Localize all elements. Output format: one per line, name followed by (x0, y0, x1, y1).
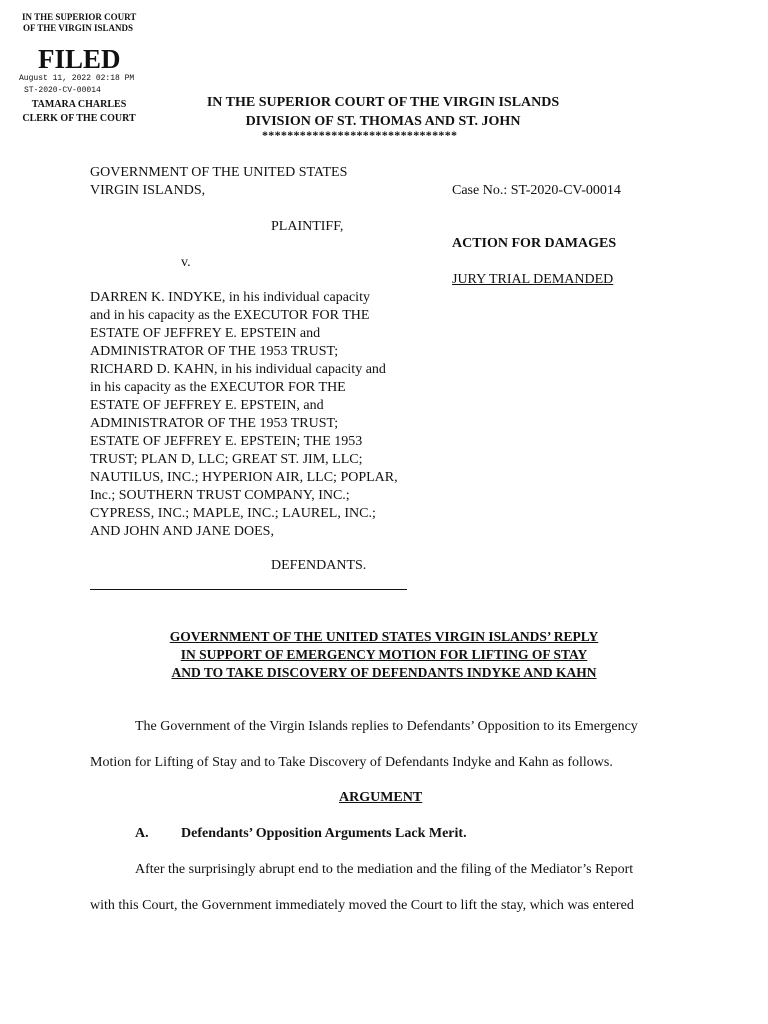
defendant-line: ESTATE OF JEFFREY E. EPSTEIN and (90, 326, 321, 341)
section-a-label: A. (135, 826, 149, 841)
intro-line2: Motion for Lifting of Stay and to Take Discovery of Defendants Indyke and Kahn as follows. (90, 755, 613, 770)
court-header-line1: IN THE SUPERIOR COURT OF THE VIRGIN ISLANDS (206, 95, 560, 110)
plaintiff-line2: VIRGIN ISLANDS, (90, 183, 206, 198)
defendants-list (90, 289, 398, 541)
action-for-damages: ACTION FOR DAMAGES (452, 236, 617, 251)
court-header-line2: DIVISION OF ST. THOMAS AND ST. JOHN (245, 114, 521, 129)
defendant-line: ADMINISTRATOR OF THE 1953 TRUST; (90, 416, 339, 431)
caption-divider (90, 589, 407, 590)
defendant-role: DEFENDANTS. (271, 558, 367, 573)
argument-heading: ARGUMENT (339, 790, 423, 805)
defendant-line: CYPRESS, INC.; MAPLE, INC.; LAUREL, INC.; (90, 506, 376, 521)
defendant-line: ESTATE OF JEFFREY E. EPSTEIN, and (90, 398, 324, 413)
defendant-line: RICHARD D. KAHN, in his individual capacity and (90, 362, 386, 377)
plaintiff-line1: GOVERNMENT OF THE UNITED STATES (90, 165, 348, 180)
defendant-line: DARREN K. INDYKE, in his individual capacity (90, 290, 370, 305)
stamp-clerk-title: CLERK OF THE COURT (22, 113, 136, 124)
defendant-line: and in his capacity as the EXECUTOR FOR THE (90, 308, 370, 323)
stamp-filed: FILED (38, 44, 121, 74)
paragraph-line2: with this Court, the Government immediately moved the Court to lift the stay, which was entered (90, 898, 634, 913)
header-divider-stars: ******************************* (262, 128, 458, 142)
defendant-line: Inc.; SOUTHERN TRUST COMPANY, INC.; (90, 488, 350, 503)
section-a-title: Defendants’ Opposition Arguments Lack Merit. (181, 826, 467, 841)
versus: v. (181, 255, 191, 270)
defendant-line: TRUST; PLAN D, LLC; GREAT ST. JIM, LLC; (90, 452, 363, 467)
document-title-line3: AND TO TAKE DISCOVERY OF DEFENDANTS INDYKE AND KAHN (171, 665, 597, 680)
document-title-line1: GOVERNMENT OF THE UNITED STATES VIRGIN ISLANDS’ REPLY (169, 629, 599, 644)
document-title-line2: IN SUPPORT OF EMERGENCY MOTION FOR LIFTING OF STAY (180, 647, 588, 662)
defendant-line: ADMINISTRATOR OF THE 1953 TRUST; (90, 344, 339, 359)
defendant-line: ESTATE OF JEFFREY E. EPSTEIN; THE 1953 (90, 434, 363, 449)
stamp-court-line1: IN THE SUPERIOR COURT (22, 12, 137, 22)
plaintiff-role: PLAINTIFF, (271, 219, 344, 234)
stamp-date: August 11, 2022 02:18 PM (19, 74, 135, 83)
stamp-case-number: ST-2020-CV-00014 (24, 86, 101, 95)
stamp-court-line2: OF THE VIRGIN ISLANDS (22, 23, 134, 33)
case-number: Case No.: ST-2020-CV-00014 (452, 183, 621, 198)
defendant-line: NAUTILUS, INC.; HYPERION AIR, LLC; POPLAR, (90, 470, 398, 485)
jury-trial-demanded: JURY TRIAL DEMANDED (452, 272, 614, 287)
paragraph-line1: After the surprisingly abrupt end to the mediation and the filing of the Mediator’s Report (135, 862, 634, 877)
defendant-line: in his capacity as the EXECUTOR FOR THE (90, 380, 346, 395)
stamp-clerk-name: TAMARA CHARLES (31, 99, 127, 110)
intro-line1: The Government of the Virgin Islands replies to Defendants’ Opposition to its Emergency (135, 719, 638, 734)
defendant-line: AND JOHN AND JANE DOES, (90, 524, 274, 539)
